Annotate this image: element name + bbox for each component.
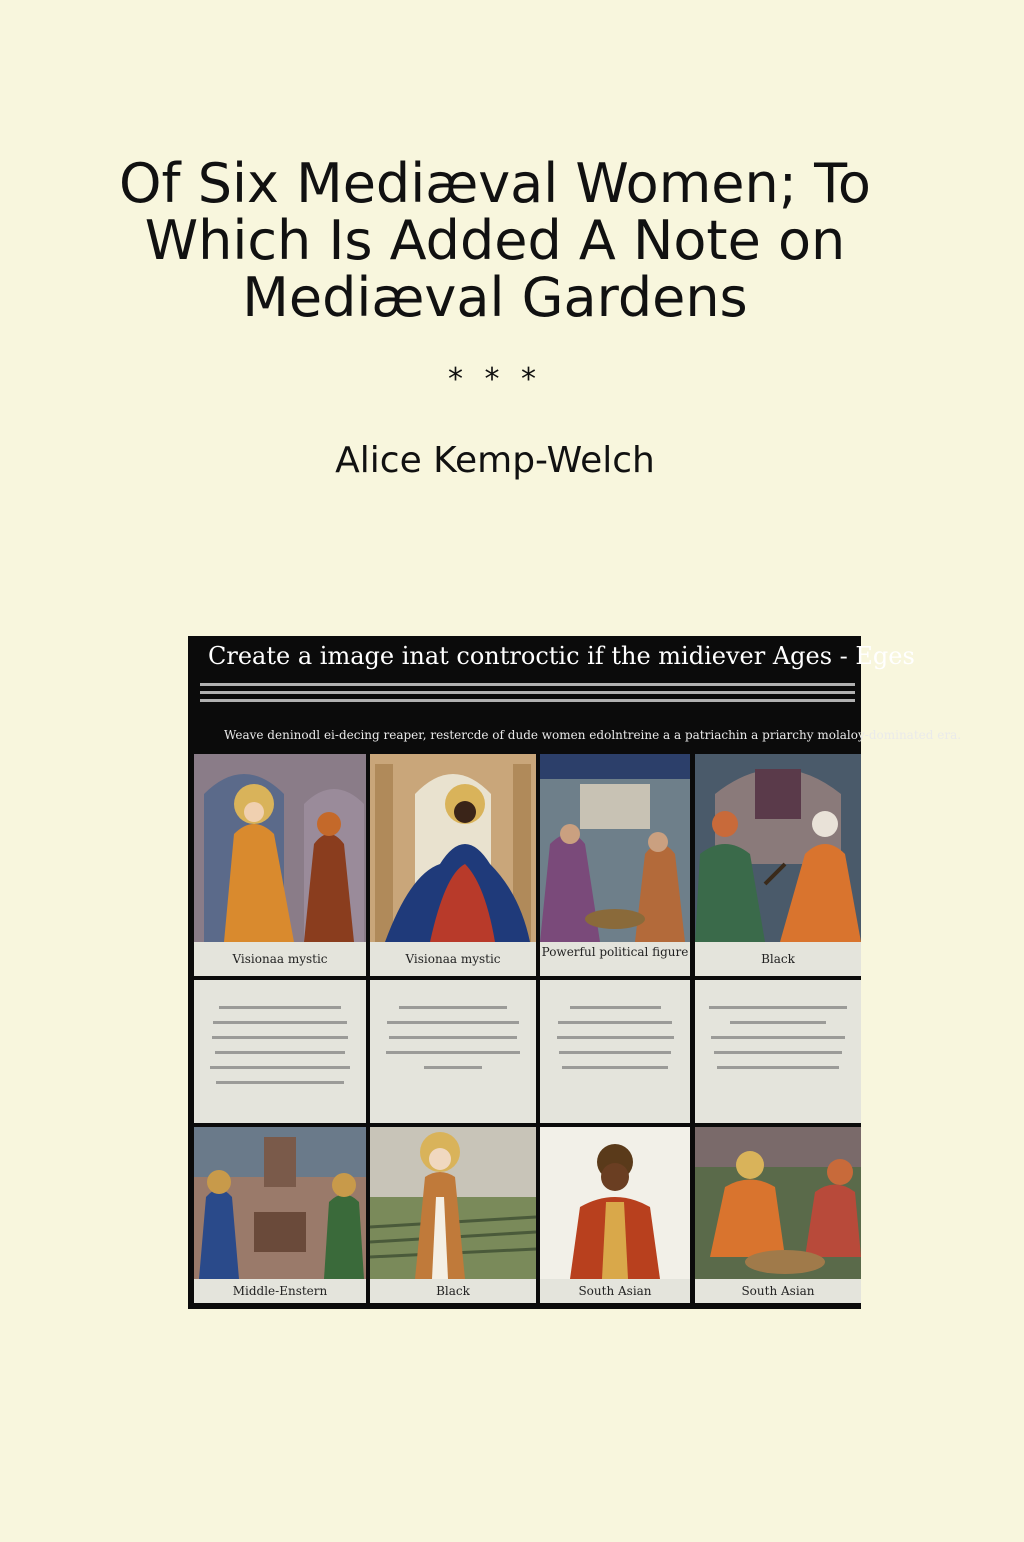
painting-panel (695, 1127, 861, 1303)
author-name: Alice Kemp-Welch (335, 440, 655, 481)
panel-text (705, 1006, 851, 1081)
book-title: Of Six Mediæval Women; To Which Is Added A Note on Mediæval Gardens (119, 152, 871, 329)
panel-caption: Black (436, 1284, 470, 1298)
painting-visionary-mystic-2 (370, 754, 536, 942)
painting-panel (540, 754, 690, 976)
panel-caption: Middle-Enstern (232, 1284, 328, 1298)
panel-caption: Black (761, 952, 795, 966)
panel-text (380, 1006, 526, 1081)
painting-south-asian (540, 1127, 690, 1279)
illustration-body-text (200, 678, 855, 702)
panel-caption: Visionaa mystic (405, 952, 501, 966)
painting-panel (194, 754, 366, 976)
illustration-subheading: Weave deninodl ei-decing reaper, restercde of dude women edolntreine a a patriachin a priarchy molaloy-dominated era. (224, 728, 962, 742)
panel-caption: Powerful political figure (541, 945, 689, 959)
text-panel (695, 980, 861, 1123)
painting-panel (370, 1127, 536, 1303)
panel-caption: South Asian (578, 1284, 652, 1298)
illustration-header (188, 636, 962, 752)
panel-text (550, 1006, 680, 1081)
text-panel (540, 980, 690, 1123)
separator: * * * (447, 362, 543, 397)
painting-panel (194, 1127, 366, 1303)
painting-black (695, 754, 861, 942)
painting-panel (540, 1127, 690, 1303)
text-panel (370, 980, 536, 1123)
text-panel (194, 980, 366, 1123)
panel-caption: South Asian (741, 1284, 815, 1298)
painting-black-2 (370, 1127, 536, 1279)
cover-illustration (188, 636, 962, 1309)
panel-caption: Visionaa mystic (232, 952, 328, 966)
illustration-heading: Create a image inat controctic if the midiever Ages - Eges (208, 642, 915, 670)
painting-visionary-mystic-1 (194, 754, 366, 942)
painting-south-asian-2 (695, 1127, 861, 1279)
painting-panel (370, 754, 536, 976)
painting-panel (695, 754, 861, 976)
painting-middle-eastern (194, 1127, 366, 1279)
panel-text (204, 1006, 356, 1096)
painting-political-figure (540, 754, 690, 942)
